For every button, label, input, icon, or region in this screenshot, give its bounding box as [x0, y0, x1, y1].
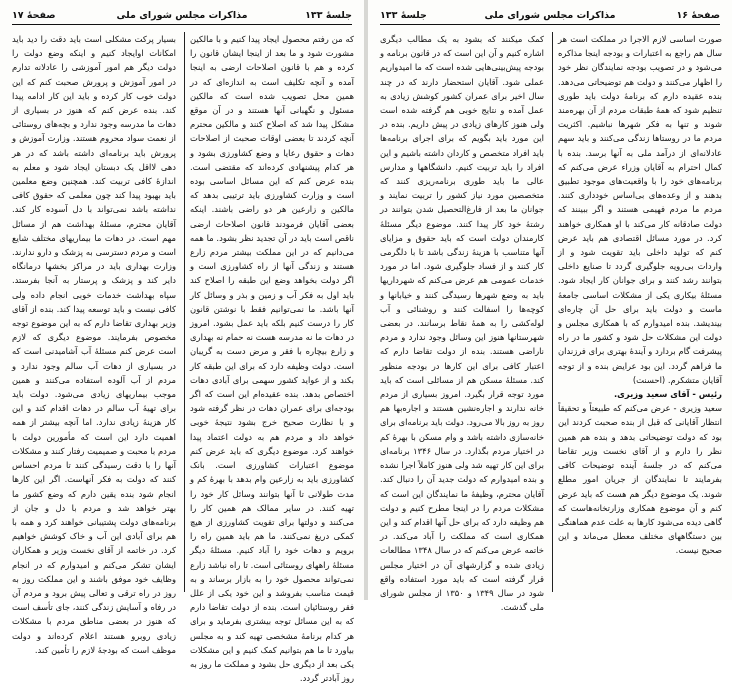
header-rule	[380, 24, 720, 25]
speaker-line: رئیس - آقای سعید وزیری.	[614, 389, 722, 400]
column-divider	[184, 32, 185, 592]
right-page-volume: جلسهٔ ۱۳۳	[380, 10, 427, 21]
right-page	[368, 0, 732, 613]
right-page-right-column	[558, 32, 722, 594]
paragraph: صورت اساسی لازم الاجرا در مملکت است هر سال هم راجع به اعتبارات و بودجه اینجا مذاکره می‌شود و در تصویب بودجه نمایندگان نظر خود را اظهار می‌کنند و دولت هم توضیحاتی می‌دهد. بنده عقیده دارم که برنامهٔ دولت باید طوری تنظیم شود که همهٔ طبقات مردم از آن بهره‌مند شوند و تنها به فکر شهرها نباشیم. اکثریت مردم ما در روستاها زندگی می‌کنند و باید سهم عادلانه‌ای از درآمد ملی به آنها برسد. بنده با کمال احترام به آقایان وزراء عرض می‌کنم که برنامه‌های خود را با واقعیت‌های موجود تطبیق بدهند و از وعده‌های بی‌اساس خودداری کنند. مردم ما مردم فهیمی هستند و اگر ببینند که دولت صادقانه کار می‌کند با او همکاری خواهند کرد. در مورد مسائل اقتصادی هم باید عرض کنم که تولید داخلی باید تقویت شود و از واردات بی‌رویه جلوگیری گردد تا صنایع داخلی بتوانند رشد کنند و برای جوانان کار ایجاد شود. مسئلهٔ بیکاری یکی از مشکلات اساسی جامعهٔ ماست و دولت باید برای حل آن چاره‌ای بیندیشد. بنده امیدوارم که با همکاری مجلس و دولت این مشکلات حل شود و کشور ما در راه پیشرفت گام بردارد و آیندهٔ بهتری برای فرزندان ما فراهم گردد. این بود عرایض بنده و از توجه آقایان متشکرم. (احسنت)	[558, 34, 722, 385]
paragraph: سعید وزیری - عرض می‌کنم که طبیعتاً و تحقیقاً انتظار آقایانی که قبل از بنده صحبت کردند این بود که دولت توضیحاتی بدهد و بنده هم همین نظر را دارم و از آقای نخست وزیر تقاضا می‌کنم که در جلسهٔ آینده توضیحات کافی بفرمایند تا نمایندگان از جریان امور مطلع شوند. یک موضوع دیگر هم هست که باید عرض کنم و آن موضوع همکاری وزارتخانه‌هاست که گاهی دیده می‌شود کارها به علت عدم هماهنگی بین دستگاههای مختلف معطل می‌ماند و این صحیح نیست.	[558, 403, 722, 556]
paragraph: که من رفتم محصول ایجاد پیدا کنیم و با مالکین مشورت شود و ما بعد از اینجا ایشان قانون را کرده و هم با قانون اصلاحات ارضی به اینجا آمده و آنچه تکلیف است به اندازه‌ای که در همین محل تصویب شده است که مالکین مسئول و نگهبانی آنها هستند و در آن موقع مشکل پیدا شد که اصلاح کنند و مالکین محترم آنچه کردند تا بعضی اوقات صحبت از اصلاحات دهات و حقوق رعایا و وضع کشاورزی بشود و هر کدام پیشنهادی کرده‌اند که مقتضی است. بنده عرض کنم که این مسائل اساسی بوده است و وزارت کشاورزی باید ترتیبی بدهد که مالکین و زارعین هر دو راضی باشند. اینکه بعضی آقایان فرمودند قانون اصلاحات ارضی ناقص است باید در آن تجدید نظر بشود. ما همه می‌دانیم که در این مملکت بیشتر مردم زارع هستند و زندگی آنها از راه کشاورزی است و اگر دولت بخواهد وضع این طبقه را اصلاح کند باید اول به فکر آب و زمین و بذر و وسائل کار آنها باشد. ما نمی‌توانیم فقط با نوشتن قانون کار را درست کنیم بلکه باید عمل بشود. امروز در دهات ما نه مدرسه هست نه حمام نه بهداری و زارع بیچاره با فقر و مرض دست به گریبان است. دولت وظیفه دارد که برای این طبقه کار بکند و از عواید کشور سهمی برای آبادی دهات اختصاص بدهد. بنده عقیده‌ام این است که اگر بودجه‌ای برای عمران دهات در نظر گرفته شود و با نظارت صحیح خرج بشود نتیجهٔ خوبی خواهد داد و مردم هم به دولت اعتماد پیدا خواهند کرد. موضوع دیگری که باید عرض کنم موضوع اعتبارات کشاورزی است. بانک کشاورزی باید به زارعین وام بدهد با بهرهٔ کم و مدت طولانی تا آنها بتوانند وسائل کار خود را تهیه کنند. در سایر ممالک هم همین کار را می‌کنند و دولتها برای تقویت کشاورزی از هیچ کمکی دریغ نمی‌کنند. ما هم باید همین راه را برویم و دهات خود را آباد کنیم. مسئلهٔ دیگر مسئلهٔ راههای روستائی است. تا راه نباشد زارع نمی‌تواند محصول خود را به بازار برساند و به قیمت مناسب بفروشد و این خود یکی از علل فقر روستائیان است. بنده از دولت تقاضا دارم که به این مسائل توجه بیشتری بفرماید و برای هر کدام برنامهٔ مشخصی تهیه کند و به مجلس بیاورد تا ما هم بتوانیم کمک کنیم و این مشکلات یکی بعد از دیگری حل بشود و مملکت ما روز به روز آبادتر گردد.	[190, 34, 354, 684]
right-page-number: صفحهٔ ۱۶	[676, 10, 720, 21]
right-page-header	[380, 8, 720, 26]
right-page-left-column	[380, 32, 545, 613]
left-page-right-column	[190, 32, 354, 684]
left-page-volume: جلسهٔ ۱۳۳	[305, 10, 352, 21]
header-rule	[12, 24, 352, 25]
left-page-left-column	[12, 32, 176, 655]
column-divider	[552, 32, 553, 592]
paragraph: کمک میکنند که بشود به یک مطالب دیگری اشاره کنیم و آن این است که در قانون برنامه و بودجه پیش‌بینی‌هایی شده است که ما امیدواریم عملی شود. آقایان استحضار دارند که در چند سال اخیر برای عمران کشور کوشش زیادی به عمل آمده و نتایج خوبی هم گرفته شده است ولی هنوز کارهای زیادی در پیش داریم. بنده در این مورد باید بگویم که برای اجرای برنامه‌ها باید افراد متخصص و کاردان داشته باشیم و این افراد را باید تربیت کنیم. دانشگاهها و مدارس عالی ما باید طوری برنامه‌ریزی کنند که متخصصین مورد نیاز کشور را تربیت نمایند و جوانان ما بعد از فارغ‌التحصیل شدن بتوانند در رشتهٔ خود کار پیدا کنند. موضوع دیگر مسئلهٔ کارمندان دولت است که باید حقوق و مزایای آنها متناسب با هزینهٔ زندگی باشد تا با دلگرمی کار کنند و از فساد جلوگیری شود. اما در مورد خدمات عمومی هم عرض می‌کنم که شهرداریها باید به وضع شهرها رسیدگی کنند و خیابانها و کوچه‌ها را اسفالت کنند و روشنائی و آب لوله‌کشی را به همهٔ نقاط برسانند. در بعضی شهرستانها هنوز این وسائل وجود ندارد و مردم ناراضی هستند. بنده از دولت تقاضا دارم که اعتبار کافی برای این کارها در بودجه منظور کند. مسئلهٔ مسکن هم از مسائلی است که باید مورد توجه قرار بگیرد. امروز بسیاری از مردم خانه ندارند و اجاره‌نشین هستند و اجاره‌بها هم روز به روز بالا می‌رود. دولت باید برنامه‌ای برای خانه‌سازی داشته باشد و وام مسکن با بهرهٔ کم در اختیار مردم بگذارد. در سال ۱۳۴۶ برنامه‌ای برای این کار تهیه شد ولی هنوز کاملاً اجرا نشده و بنده امیدوارم که دولت جدید آن را دنبال کند. آقایان محترم، وظیفهٔ ما نمایندگان این است که مشکلات مردم را در اینجا مطرح کنیم و دولت هم وظیفه دارد که برای حل آنها اقدام کند و این همکاری است که مملکت را آباد می‌کند. در خاتمه عرض می‌کنم که در سال ۱۳۴۸ مطالعات زیادی شده و گزارشهای آن در اختیار مجلس قرار گرفته است که باید مورد استفاده واقع شود در سال ۱۳۴۹ و ۱۳۵۰ از مجلس شورای ملی گذشت.	[380, 34, 545, 613]
left-page	[0, 0, 364, 684]
left-page-header	[12, 8, 352, 26]
paragraph: بسیار پرکت مشکلی است باید دقت را دید باید امکانات اوایجاد کنیم و اینکه وضع دولت را دولت دیگر هم امور آموزشی را عادلانه تدارم در امور آموزش و پرورش صحبت کنم که این دولت خوب کار کرده و باید این کار ادامه پیدا کند. بنده عرض کنم که هنوز در بسیاری از دهات ما مدرسه وجود ندارد و بچه‌های روستائی از نعمت سواد محروم هستند. وزارت آموزش و پرورش باید برنامه‌ای داشته باشد که در هر دهی لااقل یک دبستان ایجاد شود و معلم به اندازهٔ کافی تربیت کند. همچنین وضع معلمین باید بهبود پیدا کند چون معلمی که حقوق کافی نداشته باشد نمی‌تواند با دل آسوده کار کند. آقایان محترم، مسئلهٔ بهداشت هم از مسائل مهم است. در دهات ما بیماریهای مختلف شایع است و مردم دسترسی به پزشک و دارو ندارند. وزارت بهداری باید در مراکز بخشها درمانگاه دایر کند و پزشک و پرستار به آنجا بفرستد. سپاه بهداشت خدمات خوبی انجام داده ولی کافی نیست و باید توسعه پیدا کند. بنده از آقای وزیر بهداری تقاضا دارم که به این موضوع توجه مخصوص بفرمایند. موضوع دیگری که لازم است عرض کنم مسئلهٔ آب آشامیدنی است که در بسیاری از دهات آب سالم وجود ندارد و مردم از آب آلوده استفاده می‌کنند و همین موجب بیماریهای زیادی می‌شود. دولت باید برای تهیهٔ آب سالم در دهات اقدام کند و این کار هزینهٔ زیادی ندارد. اما آنچه بیشتر از همه اهمیت دارد این است که مأمورین دولت با مردم با محبت و صمیمیت رفتار کنند و مشکلات آنها را با دقت رسیدگی کنند تا مردم احساس کنند که دولت به فکر آنهاست. اگر این کارها انجام شود بنده یقین دارم که وضع کشور ما بهتر خواهد شد و مردم با دل و جان از برنامه‌های دولت پشتیبانی خواهند کرد و همه با هم برای آبادی این آب و خاک کوشش خواهیم کرد. در خاتمه از آقای نخست وزیر و همکاران ایشان تشکر می‌کنم و امیدوارم که در انجام وظایف خود موفق باشند و این مملکت روز به روز در راه ترقی و تعالی پیش برود و مردم آن در رفاه و آسایش زندگی کنند، جای تأسف است که هنوز در بعضی مناطق مردم با مشکلات زیادی روبرو هستند اعلام کرده‌اند و دولت موظف است که بودجهٔ لازم را تأمین کند.	[12, 34, 176, 655]
right-page-title: مذاکرات مجلس شورای ملی	[484, 10, 616, 21]
left-page-number: صفحهٔ ۱۷	[12, 10, 56, 21]
left-page-title: مذاکرات مجلس شورای ملی	[116, 10, 248, 21]
